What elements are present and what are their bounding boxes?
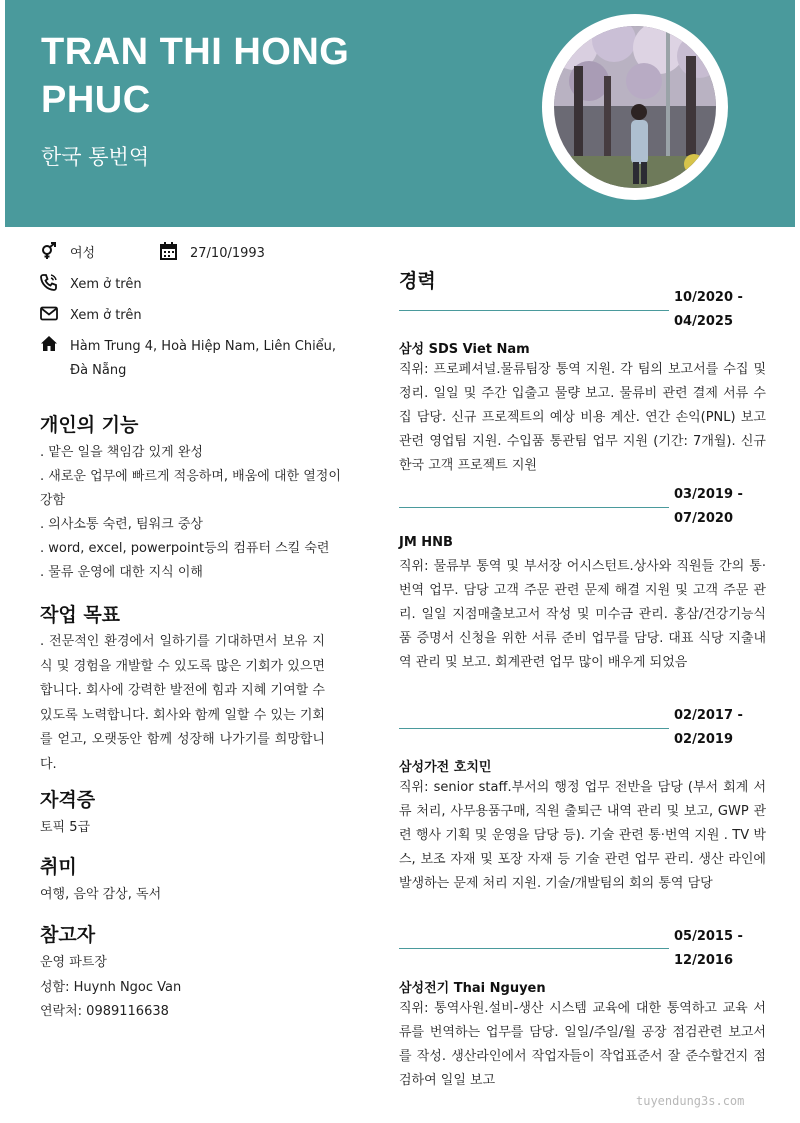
skill-item: . 새로운 업무에 빠르게 적응하며, 배움에 대한 열정이 강함: [40, 469, 341, 508]
job-company: 삼성 SDS Viet Nam: [399, 342, 530, 357]
job-date-start: 03/2019 -: [674, 487, 743, 502]
phone-icon: [40, 273, 58, 291]
skills-heading: 개인의 기능: [40, 414, 139, 436]
calendar-icon: [160, 242, 178, 260]
skills-list: [40, 441, 355, 585]
gender-value: 여성: [70, 246, 96, 261]
objective-heading: 작업 목표: [40, 604, 121, 626]
skill-item: . word, excel, powerpoint등의 컴퓨터 스킬 숙련: [40, 541, 330, 556]
info-email: [40, 304, 142, 328]
job-company: JM HNB: [399, 535, 453, 550]
skill-item: . 의사소통 숙련, 팀워크 중상: [40, 517, 203, 532]
info-birthdate: [160, 242, 265, 266]
reference-line: 연락처: 0989116638: [40, 1004, 169, 1019]
candidate-name: TRAN THI HONG PHUC: [41, 31, 350, 121]
reference-line: 운영 파트장: [40, 955, 107, 970]
job-date-end: 12/2016: [674, 953, 734, 968]
job-date: [674, 483, 743, 531]
info-phone: [40, 273, 142, 297]
hobbies-text: 여행, 음악 감상, 독서: [40, 887, 162, 902]
job-divider: [399, 948, 669, 949]
gender-icon: [40, 242, 58, 260]
job-date-end: 04/2025: [674, 314, 734, 329]
email-icon: [40, 304, 58, 322]
references-lines: [40, 951, 181, 1025]
job-description: 직위: senior staff.부서의 행정 업무 전반을 담당 (부서 회계 서류 처리, 사무용품구매, 직원 출퇴근 내역 관리 및 보고, GWP 관련 행사 기획 및 운영을 담당 등). 기술 관련 통·번역 지원 . TV 박스, 보조 자재 및 포장 자재 등 기술 관련 업무 관리. 생산 라인에 발생하는 문제 처리 지원. 기술/개발팀의 회의 통역 담당: [399, 780, 766, 891]
header-banner: [5, 0, 795, 227]
email-value: Xem ở trên: [70, 308, 142, 323]
skill-item: . 물류 운영에 대한 지식 이해: [40, 565, 203, 580]
job-date: [674, 286, 743, 334]
skill-item: . 맡은 일을 책임감 있게 완성: [40, 445, 203, 460]
info-address: [40, 335, 350, 383]
phone-value: Xem ở trên: [70, 277, 142, 292]
info-gender: [40, 242, 95, 266]
home-icon: [40, 335, 58, 353]
job-date-end: 02/2019: [674, 732, 734, 747]
experience-heading: 경력: [399, 270, 436, 292]
job-date-start: 10/2020 -: [674, 290, 743, 305]
job-date-start: 02/2017 -: [674, 708, 743, 723]
reference-line: 성함: Huynh Ngoc Van: [40, 979, 182, 995]
job-date: [674, 704, 743, 752]
job-company: 삼성전기 Thai Nguyen: [399, 981, 546, 996]
job-title: 한국 통번역: [41, 145, 150, 169]
certificates-text: 토픽 5급: [40, 820, 91, 835]
hobbies-heading: 취미: [40, 856, 77, 878]
birthdate-value: 27/10/1993: [190, 246, 265, 261]
job-divider: [399, 507, 669, 508]
address-value: Hàm Trung 4, Hoà Hiệp Nam, Liên Chiểu, Đà Nẵng: [70, 339, 337, 378]
job-divider: [399, 310, 669, 311]
job-description: 직위: 프로페셔널.물류팀장 통역 지원. 각 팀의 보고서를 수집 및 정리. 일일 및 주간 입출고 물량 보고. 물류비 관련 결제 서류 수집 담당. 신규 프로젝트의 예상 비용 계산. 연간 손익(PNL) 보고 관련 영업팀 지원. 수입품 통관팀 업무 지원 (기간: 7개월). 신규 한국 고객 프로젝트 지원: [399, 362, 766, 473]
profile-photo: [554, 26, 716, 188]
job-date-end: 07/2020: [674, 511, 734, 526]
job-description: 직위: 물류부 통역 및 부서장 어시스턴트.상사와 직원들 간의 통·번역 업무. 담당 고객 주문 관련 문제 해결 지원 및 고객 주문 관리. 일일 지점매출보고서 작성 및 미수금 관리. 홍삼/건강기능식품 증명서 신청을 위한 서류 준비 업무를 담당. 대표 식당 지출내역 관리 및 보고. 회계관련 업무 많이 배우게 되었음: [399, 559, 766, 670]
job-divider: [399, 728, 669, 729]
job-date: [674, 925, 743, 973]
references-heading: 참고자: [40, 924, 96, 946]
job-date-start: 05/2015 -: [674, 929, 743, 944]
certificates-heading: 자격증: [40, 789, 96, 811]
job-description: 직위: 통역사원.설비-생산 시스템 교육에 대한 통역하고 교육 서류를 번역하는 업무를 담당. 일일/주일/월 공장 점검관련 보고서를 작성. 생산라인에서 작업자들이 작업표준서 잘 준수할건지 점검하여 일일 보고: [399, 1001, 766, 1088]
objective-text: . 전문적인 환경에서 일하기를 기대하면서 보유 지식 및 경험을 개발할 수 있도록 많은 기회가 있으면 합니다. 회사에 강력한 발전에 힘과 지혜 기여할 수 있도록 노력합니다. 회사와 함께 일할 수 있는 기회를 얻고, 오랫동안 함께 성장해 나가기를 희망합니다.: [40, 634, 325, 772]
watermark: tuyendung3s.com: [636, 1094, 745, 1108]
job-company: 삼성가전 호치민: [399, 760, 492, 775]
